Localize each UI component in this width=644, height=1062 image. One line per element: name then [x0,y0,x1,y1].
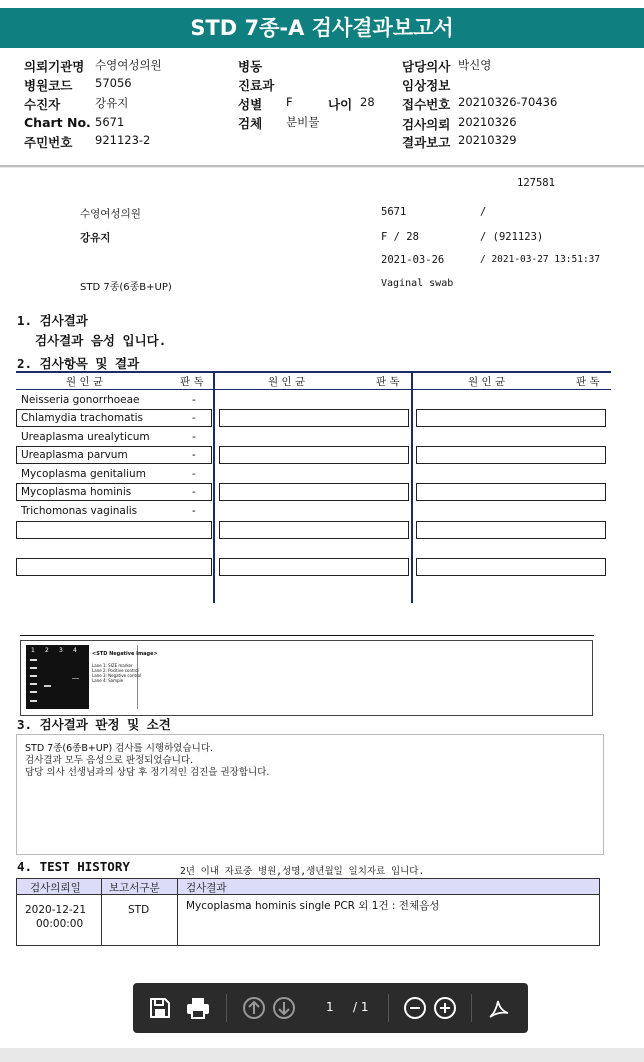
gel-lane-label: 3 [59,647,63,654]
value-hospital: 수영여성의원 [95,58,162,72]
history-time: 00:00:00 [36,918,84,930]
pathogen-name: Chlamydia trachomatis [21,412,144,424]
gel-band [72,678,79,679]
row-box [416,483,606,501]
gel-legend-item: Lane 2: Positive control [92,668,139,673]
value-report-date: 20210329 [458,133,517,147]
history-header: 검사의뢰일 [30,882,81,894]
table-top-rule [16,371,611,373]
value-receipt-no: 20210326-70436 [458,95,558,109]
col-header-name-2: 원 인 균 [268,376,306,388]
doc-test-name: STD 7종(6종B+UP) [80,282,172,293]
gel-legend-item: Lane 1: SIZE marker [92,663,133,668]
label-patient: 수진자 [24,97,61,112]
pathogen-result: - [192,431,196,443]
save-icon[interactable] [147,995,173,1021]
label-age: 나이 [328,97,353,112]
pathogen-name: Ureaplasma urealyticum [21,431,150,443]
label-report-date: 결과보고 [402,135,451,150]
table-col-divider-2 [411,371,413,603]
gel-band [44,685,51,687]
report-page [0,168,644,1048]
col-header-name-1: 원 인 균 [66,376,104,388]
history-right-border [599,878,600,946]
label-hospital: 의뢰기관명 [24,59,85,74]
gel-band [30,691,37,693]
row-box [219,446,409,464]
section3-title: 3. 검사결과 판정 및 소견 [17,717,171,732]
history-table [16,878,601,946]
row-box [219,558,409,576]
history-bottom-border [16,945,600,946]
gel-image-frame [20,640,593,716]
history-header: 검사결과 [186,882,227,894]
gel-image [26,645,89,709]
report-title: STD 7종-A 검사결과보고서 [0,8,644,48]
doc-patient: 강유지 [80,232,111,244]
report-header [0,0,644,166]
pathogen-result: - [192,468,196,480]
doc-chart-no: 5671 [381,206,407,218]
gel-legend-item: Lane 3: Negative control [92,673,142,678]
row-box [219,483,409,501]
page-up-icon[interactable] [241,995,267,1021]
opinion-box [16,734,604,855]
doc-reported-datetime: / 2021-03-27 13:51:37 [480,254,601,265]
opinion-line: 담당 의사 선생님과의 상담 후 정기적인 검진을 권장합니다. [25,767,270,778]
results-table [16,371,611,603]
gel-lane-label: 4 [73,647,77,654]
pathogen-result: - [192,505,196,517]
zoom-in-icon[interactable] [432,995,458,1021]
zoom-out-icon[interactable] [402,995,428,1021]
row-box [416,409,606,427]
doc-hospital: 수영여성의원 [80,208,141,220]
row-box [219,409,409,427]
pathogen-name: Neisseria gonorrhoeae [21,394,140,406]
header-divider [0,165,644,167]
label-receipt-no: 접수번호 [402,97,451,112]
value-doctor: 박신영 [458,58,492,72]
toolbar-separator [471,994,472,1022]
gel-legend-item: Lane 4: Sample [92,678,124,683]
label-chart-no: Chart No. [24,115,91,130]
value-chart-no: 5671 [95,115,125,129]
label-sex: 성별 [238,97,263,112]
value-specimen: 분비물 [286,115,320,129]
col-header-judge-1: 판 독 [180,376,204,388]
section1-title: 1. 검사결과 [17,313,88,328]
history-header: 보고서구분 [109,882,160,894]
section2-title: 2. 검사항목 및 결과 [17,356,140,371]
label-ward: 병동 [238,59,263,74]
doc-received-date: 2021-03-26 [381,254,445,266]
acrobat-icon[interactable] [486,995,512,1021]
value-request-date: 20210326 [458,115,517,129]
label-hospital-code: 병원코드 [24,78,73,93]
section4-note: 2년 이내 자료중 병원,성명,생년월일 일치자료 입니다. [180,866,425,877]
pathogen-name: Trichomonas vaginalis [21,505,138,517]
row-box [416,558,606,576]
pathogen-name: Mycoplasma hominis [21,486,132,498]
value-age: 28 [360,95,375,109]
col-header-judge-2: 판 독 [376,376,400,388]
history-col-divider [177,878,178,946]
history-result: Mycoplasma hominis single PCR 외 1건 : 전체음성 [186,900,440,912]
row-box [16,521,212,539]
page-down-icon[interactable] [271,995,297,1021]
pathogen-result: - [192,412,196,424]
report-number: 127581 [517,177,555,189]
row-box [416,521,606,539]
table-col-divider-1 [213,371,215,603]
section1-result: 검사결과 음성 입니다. [35,333,167,348]
pathogen-name: Mycoplasma genitalium [21,468,146,480]
pdf-toolbar [133,983,528,1033]
doc-slash: / [480,206,487,218]
pathogen-name: Ureaplasma parvum [21,449,128,461]
history-col-divider [101,878,102,946]
value-hospital-code: 57056 [95,76,132,90]
history-type: STD [128,904,150,916]
gel-legend [89,645,158,709]
opinion-line: STD 7종(6종B+UP) 검사를 시행하였습니다. [25,743,214,754]
gel-band [30,683,37,685]
toolbar-separator [388,994,389,1022]
col-header-judge-3: 판 독 [576,376,600,388]
gel-legend-title: <STD Negative Image> [92,651,158,657]
value-jumin: 921123-2 [95,133,151,147]
gel-band [30,659,37,661]
print-icon[interactable] [185,995,211,1021]
label-doctor: 담당의사 [402,59,451,74]
gel-band [30,675,37,677]
label-specimen: 검체 [238,116,263,131]
gel-band [30,667,37,669]
label-department: 진료과 [238,78,275,93]
row-box [219,521,409,539]
label-jumin: 주민번호 [24,135,73,150]
row-box [416,446,606,464]
row-box [16,558,212,576]
history-header-row [16,878,600,895]
value-patient: 강유지 [95,96,129,110]
pathogen-result: - [192,394,196,406]
label-request-date: 검사의뢰 [402,117,451,132]
gel-lane-label: 1 [31,647,35,654]
divider-line [20,635,594,636]
page-total: / 1 [353,1000,369,1014]
doc-sex-age: F / 28 [381,231,419,243]
history-date: 2020-12-21 [25,904,87,916]
page-current[interactable]: 1 [326,1000,334,1014]
doc-specimen: Vaginal swab [381,278,454,289]
doc-jumin: / (921123) [480,231,544,243]
pathogen-result: - [192,449,196,461]
pathogen-result: - [192,486,196,498]
table-header-rule [16,389,611,390]
opinion-line: 검사결과 모두 음성으로 판정되었습니다. [25,755,194,766]
value-sex: F [286,95,293,109]
history-left-border [16,878,17,946]
gel-lane-label: 2 [45,647,49,654]
section4-title: 4. TEST HISTORY [17,859,130,874]
label-clinical-info: 임상정보 [402,78,451,93]
toolbar-separator [226,994,227,1022]
gel-band [30,700,37,702]
col-header-name-3: 원 인 균 [468,376,506,388]
